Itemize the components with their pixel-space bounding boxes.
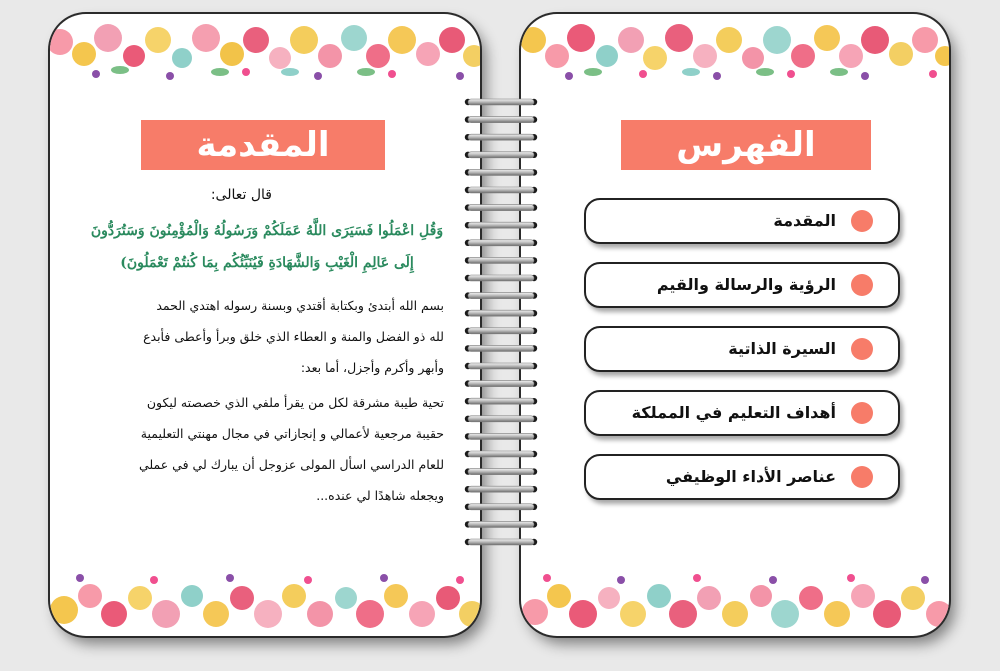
binding-ring-icon [468, 398, 534, 404]
index-item-label: السيرة الذاتية [728, 339, 836, 358]
quran-verse-line-1: وَقُلِ اعْمَلُوا فَسَيَرَى اللَّهُ عَمَلَكُمْ وَرَسُولُهُ وَالْمُؤْمِنُونَ وَسَتُرَدُّونَ [90, 223, 444, 239]
index-item-cv[interactable] [584, 326, 900, 372]
binding-ring-icon [468, 486, 534, 492]
greeting-line: للعام الدراسي اسأل المولى عزوجل أن يبارك لي في عملي [138, 457, 444, 472]
binding-ring-icon [468, 293, 534, 299]
index-item-label: المقدمة [773, 211, 836, 230]
bullet-dot-icon [851, 210, 873, 232]
spiral-binding-icon [462, 96, 540, 556]
index-item-performance[interactable] [584, 454, 900, 500]
floral-border-top-icon [521, 14, 949, 94]
quote-intro-label: قال تعالى: [210, 187, 272, 203]
index-item-vision[interactable] [584, 262, 900, 308]
binding-ring-icon [468, 328, 534, 334]
binding-ring-icon [468, 187, 534, 193]
index-item-label: أهداف التعليم في المملكة [631, 403, 836, 422]
greeting-line: ويجعله شاهدًا لي عنده... [316, 488, 444, 503]
bullet-dot-icon [851, 402, 873, 424]
intro-line: وأبهر وأكرم وأجزل، أما بعد: [300, 360, 444, 375]
left-page [50, 14, 480, 636]
binding-ring-icon [468, 521, 534, 527]
floral-border-bottom-icon [521, 566, 949, 636]
binding-ring-icon [468, 433, 534, 439]
binding-ring-icon [468, 539, 534, 545]
binding-ring-icon [468, 363, 534, 369]
index-item-label: الرؤية والرسالة والقيم [656, 275, 836, 294]
index-title-banner [621, 120, 871, 170]
binding-ring-icon [468, 152, 534, 158]
intro-line: بسم الله أبتدئ وبكتابة أقتدي وبسنة رسوله اهتدي الحمد [156, 298, 444, 313]
binding-ring-icon [468, 99, 534, 105]
intro-line: لله ذو الفضل والمنة و العطاء الذي خلق وبرأ وأعطى فأبدع [143, 329, 444, 344]
index-item-label: عناصر الأداء الوظيفي [665, 467, 836, 486]
greeting-line: تحية طيبة مشرقة لكل من يقرأ ملفي الذي خصصته ليكون [146, 395, 444, 410]
binding-ring-icon [468, 117, 534, 123]
quran-verse-line-2: إِلَى عَالِمِ الْغَيْبِ وَالشَّهَادَةِ فَيُنَبِّئُكُم بِمَا كُنتُمْ تَعْمَلُونَ) [120, 255, 414, 271]
intro-title-banner [141, 120, 385, 170]
binding-ring-icon [468, 169, 534, 175]
floral-border-top-icon [50, 14, 480, 94]
binding-ring-icon [468, 469, 534, 475]
index-item-education-goals[interactable] [584, 390, 900, 436]
binding-ring-icon [468, 451, 534, 457]
binding-ring-icon [468, 222, 534, 228]
bullet-dot-icon [851, 338, 873, 360]
binding-ring-icon [468, 310, 534, 316]
greeting-paragraph [82, 387, 444, 511]
right-page [521, 14, 949, 636]
binding-ring-icon [468, 345, 534, 351]
bullet-dot-icon [851, 274, 873, 296]
index-title: الفهرس [676, 125, 816, 165]
bullet-dot-icon [851, 466, 873, 488]
intro-title: المقدمة [196, 125, 330, 165]
binding-ring-icon [468, 240, 534, 246]
binding-ring-icon [468, 275, 534, 281]
binding-ring-icon [468, 257, 534, 263]
binding-ring-icon [468, 504, 534, 510]
intro-paragraph [82, 290, 444, 383]
index-item-intro[interactable] [584, 198, 900, 244]
floral-border-bottom-icon [50, 566, 480, 636]
binding-ring-icon [468, 134, 534, 140]
binding-ring-icon [468, 205, 534, 211]
binding-ring-icon [468, 416, 534, 422]
greeting-line: حقيبة مرجعية لأعمالي و إنجازاتي في مجال مهنتي التعليمية [140, 426, 444, 441]
binding-ring-icon [468, 381, 534, 387]
